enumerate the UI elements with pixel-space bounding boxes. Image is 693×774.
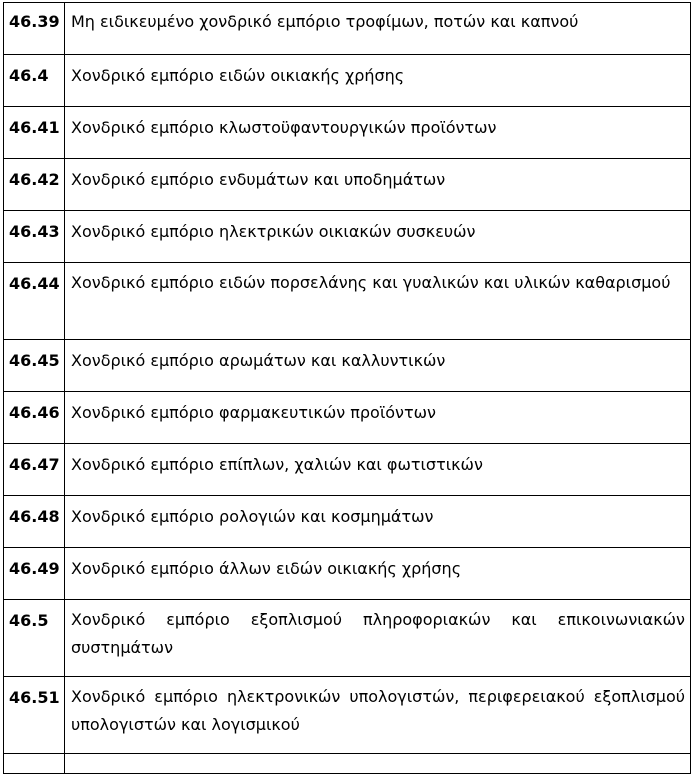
activity-description: Χονδρικό εμπόριο αρωμάτων και καλλυντικών xyxy=(65,340,691,392)
activity-code: 46.49 xyxy=(4,548,65,600)
activity-description: Χονδρικό εμπόριο ενδυμάτων και υποδημάτων xyxy=(65,159,691,211)
activity-code: 46.41 xyxy=(4,107,65,159)
table-row-partial xyxy=(4,754,691,774)
table-row xyxy=(4,600,691,677)
table-row xyxy=(4,263,691,340)
table-row xyxy=(4,444,691,496)
activity-code: 46.42 xyxy=(4,159,65,211)
activity-code: 46.45 xyxy=(4,340,65,392)
activity-description: Χονδρικό εμπόριο κλωστοϋφαντουργικών προϊόντων xyxy=(65,107,691,159)
table-row xyxy=(4,159,691,211)
activity-description: Χονδρικό εμπόριο φαρμακευτικών προϊόντων xyxy=(65,392,691,444)
table-row xyxy=(4,211,691,263)
activity-code: 46.46 xyxy=(4,392,65,444)
activity-code: 46.51 xyxy=(4,677,65,754)
activity-code-empty xyxy=(4,754,65,774)
table-row xyxy=(4,496,691,548)
table-row xyxy=(4,677,691,754)
activity-description: Χονδρικό εμπόριο ειδών πορσελάνης και γυαλικών και υλικών καθαρισμού xyxy=(65,263,691,340)
activity-code: 46.4 xyxy=(4,55,65,107)
activity-description: Μη ειδικευμένο χονδρικό εμπόριο τροφίμων, ποτών και καπνού xyxy=(65,3,691,55)
activity-code: 46.48 xyxy=(4,496,65,548)
activity-description: Χονδρικό εμπόριο ηλεκτρονικών υπολογιστών, περιφερειακού εξοπλισμού υπολογιστών και λογισμικού xyxy=(65,677,691,754)
activity-description: Χονδρικό εμπόριο ειδών οικιακής χρήσης xyxy=(65,55,691,107)
activity-description-empty xyxy=(65,754,691,774)
table-row xyxy=(4,55,691,107)
activity-code: 46.44 xyxy=(4,263,65,340)
activity-description: Χονδρικό εμπόριο ηλεκτρικών οικιακών συσκευών xyxy=(65,211,691,263)
activity-description: Χονδρικό εμπόριο επίπλων, χαλιών και φωτιστικών xyxy=(65,444,691,496)
activity-codes-table xyxy=(3,2,691,774)
activity-code: 46.43 xyxy=(4,211,65,263)
table-row xyxy=(4,107,691,159)
activity-code: 46.5 xyxy=(4,600,65,677)
table-row xyxy=(4,3,691,55)
activity-code: 46.39 xyxy=(4,3,65,55)
table-row xyxy=(4,548,691,600)
table-row xyxy=(4,340,691,392)
activity-codes-body xyxy=(4,3,691,774)
table-row xyxy=(4,392,691,444)
activity-code: 46.47 xyxy=(4,444,65,496)
activity-description: Χονδρικό εμπόριο εξοπλισμού πληροφοριακών και επικοινωνιακών συστημάτων xyxy=(65,600,691,677)
activity-description: Χονδρικό εμπόριο ρολογιών και κοσμημάτων xyxy=(65,496,691,548)
activity-description: Χονδρικό εμπόριο άλλων ειδών οικιακής χρήσης xyxy=(65,548,691,600)
